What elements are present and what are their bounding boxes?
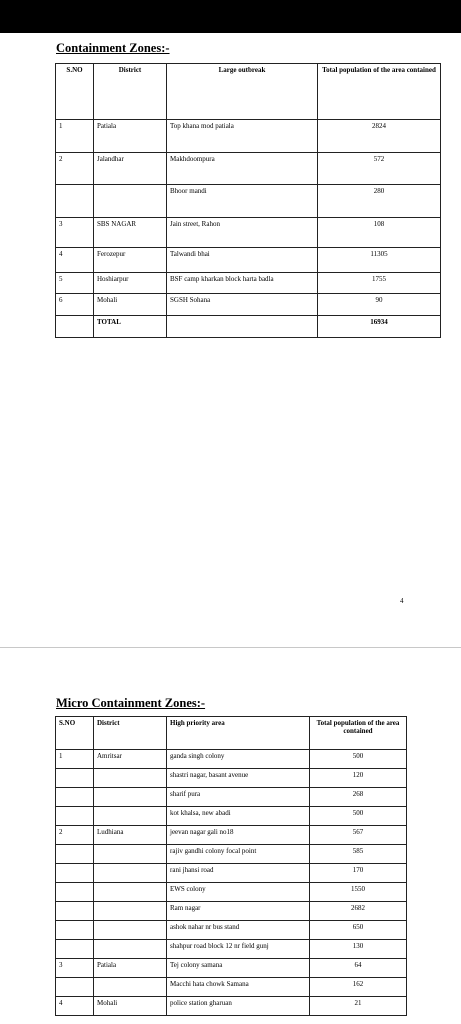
cell-population: 1550: [310, 883, 407, 902]
header-district: District: [94, 64, 167, 120]
table-row: [56, 940, 407, 959]
containment-heading: Containment Zones:-: [56, 41, 170, 55]
cell-population: 130: [310, 940, 407, 959]
cell-district: [94, 845, 167, 864]
cell-district: Patiala: [94, 959, 167, 978]
cell-sno: [56, 940, 94, 959]
cell-sno: [56, 788, 94, 807]
total-row: [56, 316, 441, 338]
cell-sno: [56, 978, 94, 997]
table-row: [56, 883, 407, 902]
table-row: [56, 218, 441, 248]
cell-population: 162: [310, 978, 407, 997]
cell-sno: [56, 845, 94, 864]
table-header-row: [56, 717, 407, 750]
cell-sno: [56, 769, 94, 788]
cell-population: 585: [310, 845, 407, 864]
cell-area: ashok nahar nr bus stand: [167, 921, 310, 940]
cell-area: Top khana mod patiala: [167, 120, 318, 153]
cell-population: 567: [310, 826, 407, 845]
table-row: [56, 959, 407, 978]
cell-area: shastri nagar, basant avenue: [167, 769, 310, 788]
cell-sno: [56, 316, 94, 338]
table-row: [56, 248, 441, 273]
cell-area: SGSH Sohana: [167, 294, 318, 316]
total-label: TOTAL: [94, 316, 167, 338]
cell-district: Hoshiarpur: [94, 273, 167, 294]
table-row: [56, 978, 407, 997]
cell-district: [94, 788, 167, 807]
cell-district: SBS NAGAR: [94, 218, 167, 248]
cell-population: 11305: [318, 248, 441, 273]
table-row: [56, 120, 441, 153]
cell-area: Makhdoompura: [167, 153, 318, 185]
cell-sno: 1: [56, 120, 94, 153]
cell-population: 120: [310, 769, 407, 788]
cell-area: ganda singh colony: [167, 750, 310, 769]
cell-sno: [56, 185, 94, 218]
table-row: [56, 273, 441, 294]
cell-district: [94, 807, 167, 826]
cell-sno: 1: [56, 750, 94, 769]
table-row: [56, 826, 407, 845]
cell-population: 1755: [318, 273, 441, 294]
table-row: [56, 921, 407, 940]
cell-area: Ram nagar: [167, 902, 310, 921]
header-sno: S.NO: [56, 64, 94, 120]
cell-sno: [56, 883, 94, 902]
cell-area: Jain street, Rahon: [167, 218, 318, 248]
cell-area: [167, 316, 318, 338]
cell-district: Mohali: [94, 997, 167, 1016]
cell-sno: [56, 921, 94, 940]
cell-population: 170: [310, 864, 407, 883]
header-district: District: [94, 717, 167, 750]
header-large-outbreak: Large outbreak: [167, 64, 318, 120]
table-row: [56, 294, 441, 316]
table-row: [56, 769, 407, 788]
table-row: [56, 864, 407, 883]
cell-population: 268: [310, 788, 407, 807]
header-high-priority-area: High priority area: [167, 717, 310, 750]
cell-population: 500: [310, 807, 407, 826]
cell-sno: 6: [56, 294, 94, 316]
cell-area: rajiv gandhi colony focal point: [167, 845, 310, 864]
cell-district: Patiala: [94, 120, 167, 153]
cell-area: EWS colony: [167, 883, 310, 902]
cell-district: [94, 883, 167, 902]
page-number: 4: [400, 597, 404, 605]
cell-district: Jalandhar: [94, 153, 167, 185]
cell-area: jeevan nagar gali no18: [167, 826, 310, 845]
table-row: [56, 185, 441, 218]
cell-district: [94, 864, 167, 883]
cell-sno: 4: [56, 248, 94, 273]
cell-district: Amritsar: [94, 750, 167, 769]
cell-sno: [56, 807, 94, 826]
table-row: [56, 788, 407, 807]
cell-population: 2824: [318, 120, 441, 153]
table-row: [56, 807, 407, 826]
table-header-row: [56, 64, 441, 120]
cell-district: Mohali: [94, 294, 167, 316]
cell-district: Ferozepur: [94, 248, 167, 273]
table-row: [56, 902, 407, 921]
cell-area: Tej colony samana: [167, 959, 310, 978]
cell-district: [94, 769, 167, 788]
cell-population: 280: [318, 185, 441, 218]
top-black-bar: [0, 0, 461, 33]
header-sno: S.NO: [56, 717, 94, 750]
table-row: [56, 997, 407, 1016]
cell-sno: 5: [56, 273, 94, 294]
total-population: 16934: [318, 316, 441, 338]
header-total-population: Total population of the area contained: [318, 64, 441, 120]
cell-area: rani jhansi road: [167, 864, 310, 883]
cell-population: 21: [310, 997, 407, 1016]
cell-area: Macchi hata chowk Samana: [167, 978, 310, 997]
cell-area: shahpur road block 12 nr field gunj: [167, 940, 310, 959]
cell-population: 90: [318, 294, 441, 316]
cell-sno: [56, 902, 94, 921]
cell-population: 500: [310, 750, 407, 769]
cell-area: Bhoor mandi: [167, 185, 318, 218]
cell-sno: 3: [56, 959, 94, 978]
page-divider: [0, 647, 461, 648]
cell-population: 650: [310, 921, 407, 940]
cell-area: BSF camp kharkan block harta badla: [167, 273, 318, 294]
cell-population: 64: [310, 959, 407, 978]
cell-district: [94, 902, 167, 921]
cell-sno: [56, 864, 94, 883]
micro-containment-heading: Micro Containment Zones:-: [56, 696, 206, 710]
cell-district: [94, 940, 167, 959]
table-row: [56, 845, 407, 864]
cell-area: kot khalsa, new abadi: [167, 807, 310, 826]
cell-district: [94, 185, 167, 218]
table-row: [56, 153, 441, 185]
cell-area: police station gharuan: [167, 997, 310, 1016]
cell-sno: 2: [56, 826, 94, 845]
cell-district: [94, 921, 167, 940]
cell-district: [94, 978, 167, 997]
cell-area: Talwandi bhai: [167, 248, 318, 273]
table-row: [56, 750, 407, 769]
cell-area: sharif pura: [167, 788, 310, 807]
cell-sno: 4: [56, 997, 94, 1016]
cell-sno: 2: [56, 153, 94, 185]
cell-population: 2682: [310, 902, 407, 921]
header-total-population: Total population of the area contained: [310, 717, 407, 750]
cell-population: 108: [318, 218, 441, 248]
cell-sno: 3: [56, 218, 94, 248]
containment-table: [55, 63, 441, 338]
micro-containment-table: [55, 716, 407, 1016]
cell-district: Ludhiana: [94, 826, 167, 845]
cell-population: 572: [318, 153, 441, 185]
